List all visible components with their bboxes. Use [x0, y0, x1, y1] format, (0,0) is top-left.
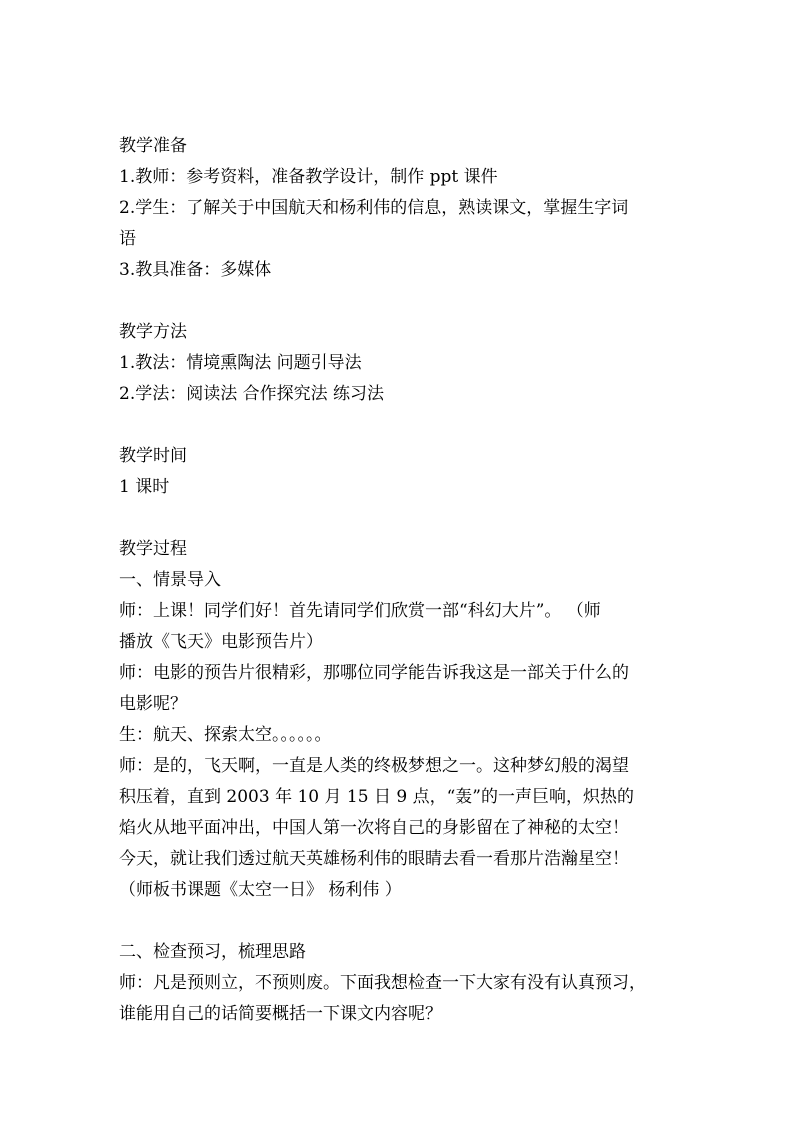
section1-p4-line4: 今天，就让我们透过航天英雄杨利伟的眼睛去看一看那片浩瀚星空！ — [119, 849, 629, 869]
section-spacer — [119, 410, 679, 441]
process-heading: 教学过程 — [119, 539, 187, 559]
section2-p1-line1: 师：凡是预则立，不预则废。下面我想检查一下大家有没有认真预习， — [119, 973, 646, 993]
section-spacer — [119, 906, 679, 937]
section1-p1-line1: 师：上课！同学们好！首先请同学们欣赏一部“科幻大片”。 （师 — [119, 601, 601, 621]
prep-item-student-line1: 2.学生：了解关于中国航天和杨利伟的信息，熟读课文，掌握生字词 — [119, 198, 629, 218]
section-spacer — [119, 503, 679, 534]
prep-heading: 教学准备 — [119, 136, 187, 156]
section-spacer — [119, 286, 679, 317]
section1-p4-line3: 焰火从地平面冲出，中国人第一次将自己的身影留在了神秘的太空！ — [119, 818, 629, 838]
prep-item-teacher: 1.教师：参考资料，准备教学设计，制作 ppt 课件 — [119, 167, 498, 187]
section1-p4-line5: （师板书课题《太空一日》 杨利伟 ） — [119, 880, 402, 900]
section1-p4-line1: 师：是的，飞天啊，一直是人类的终极梦想之一。这种梦幻般的渴望 — [119, 756, 629, 776]
section1-title: 一、情景导入 — [119, 570, 221, 590]
section2-title: 二、检查预习，梳理思路 — [119, 942, 306, 962]
methods-item-learning: 2.学法：阅读法 合作探究法 练习法 — [119, 384, 385, 404]
section1-p4-line2: 积压着，直到 2003 年 10 月 15 日 9 点，“轰”的一声巨响，炽热的 — [119, 787, 634, 807]
section1-p1-line2: 播放《飞天》电影预告片） — [119, 632, 323, 652]
methods-item-teaching: 1.教法：情境熏陶法 问题引导法 — [119, 353, 362, 373]
section1-p2-line2: 电影呢？ — [119, 694, 187, 714]
prep-item-student-line2: 语 — [119, 229, 136, 249]
time-value: 1 课时 — [119, 477, 170, 497]
section1-p3: 生：航天、探索太空。。。。。。 — [119, 725, 332, 745]
prep-item-tools: 3.教具准备：多媒体 — [119, 260, 272, 280]
section1-p2-line1: 师：电影的预告片很精彩，那哪位同学能告诉我这是一部关于什么的 — [119, 663, 629, 683]
methods-heading: 教学方法 — [119, 322, 187, 342]
section2-p1-line2: 谁能用自己的话简要概括一下课文内容呢？ — [119, 1004, 442, 1024]
document-page — [119, 131, 679, 1030]
time-heading: 教学时间 — [119, 446, 187, 466]
